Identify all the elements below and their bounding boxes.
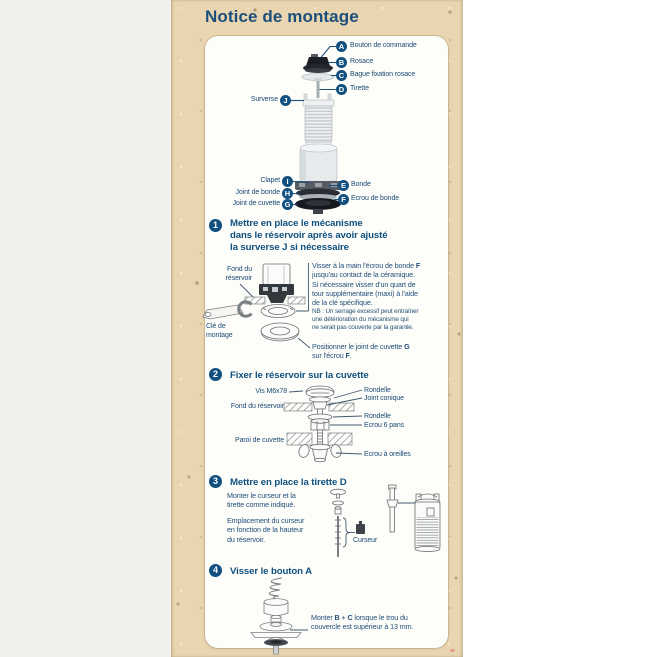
step1-nb-note: NB : Un serrage excessif peut entraîner une détérioration du mécanisme qui ne serait pas couverte par la garantie. — [312, 308, 419, 331]
part-marker-f: F — [338, 194, 349, 205]
part-label-clapet: Clapet — [260, 177, 280, 184]
ecrou-6-pans-label: Ecrou 6 pans — [364, 422, 405, 429]
step1-heading: Mettre en place le mécanisme dans le réservoir après avoir ajusté la surverse J si nécessaire — [230, 218, 388, 253]
cle-montage-label: Clé de montage — [206, 323, 233, 339]
part-label-joint-cuvette: Joint de cuvette — [232, 200, 280, 207]
part-marker-b: B — [336, 57, 347, 68]
part-label-bouton: Bouton de commande — [350, 42, 417, 49]
part-marker-a: A — [336, 41, 347, 52]
part-label-bonde: Bonde — [351, 181, 371, 188]
rondelle-top-label: Rondelle — [364, 387, 391, 394]
part-marker-d: D — [336, 84, 347, 95]
part-marker-j: J — [280, 95, 291, 106]
part-label-ecrou-bonde: Ecrou de bonde — [351, 195, 400, 202]
vis-label: Vis M6x78 — [255, 388, 287, 395]
step1-number: 1 — [209, 219, 222, 232]
step4-number: 4 — [209, 564, 222, 577]
step3-heading: Mettre en place la tirette D — [230, 477, 347, 488]
step1-positioning-note: Positionner le joint de cuvette G sur l'écrou F. — [312, 342, 410, 361]
fond-reservoir-label: Fond du réservoir — [225, 266, 252, 282]
ecrou-oreilles-label: Ecrou à oreilles — [364, 451, 411, 458]
step2-number: 2 — [209, 368, 222, 381]
curseur-label: Curseur — [353, 537, 378, 544]
part-marker-i: I — [282, 176, 293, 187]
part-label-tirette: Tirette — [350, 85, 369, 92]
step1-instructions: Visser à la main l'écrou de bonde F jusqu'au contact de la céramique. Si nécessaire visser d'un quart de tour supplémentaire (maxi) à l'aide de la clé spécifique. — [312, 261, 421, 308]
part-marker-e: E — [338, 180, 349, 191]
step4-diagram — [251, 578, 308, 654]
step2-diagram — [284, 386, 362, 462]
part-label-bague: Bague fixation rosace — [350, 71, 416, 78]
fond-reservoir-label-2: Fond du réservoir — [230, 403, 284, 410]
step4-note: Monter B + C lorsque le trou du couvercle est supérieur à 13 mm. — [311, 613, 414, 632]
joint-conique-label: Joint conique — [364, 395, 404, 402]
step3-text-emplacement: Emplacement du curseur en fonction de la hauteur du réservoir. — [227, 516, 305, 544]
part-marker-c: C — [336, 70, 347, 81]
mechanism-figure — [295, 54, 342, 214]
step4-heading: Visser le bouton A — [230, 566, 312, 577]
step2-heading: Fixer le réservoir sur la cuvette — [230, 370, 369, 381]
step3-number: 3 — [209, 475, 222, 488]
page-title: Notice de montage — [205, 7, 359, 26]
step3-diagram — [331, 485, 441, 557]
paroi-cuvette-label: Paroi de cuvette — [235, 437, 284, 444]
part-label-rosace: Rosace — [350, 58, 374, 65]
rondelle-bottom-label: Rondelle — [364, 413, 391, 420]
part-label-joint-bonde: Joint de bonde — [235, 189, 280, 196]
part-label-surverse: Surverse — [250, 96, 278, 103]
step3-text-monter: Monter le curseur et la tirette comme indiqué. — [227, 491, 296, 510]
part-marker-h: H — [282, 188, 293, 199]
part-marker-g: G — [282, 199, 293, 210]
